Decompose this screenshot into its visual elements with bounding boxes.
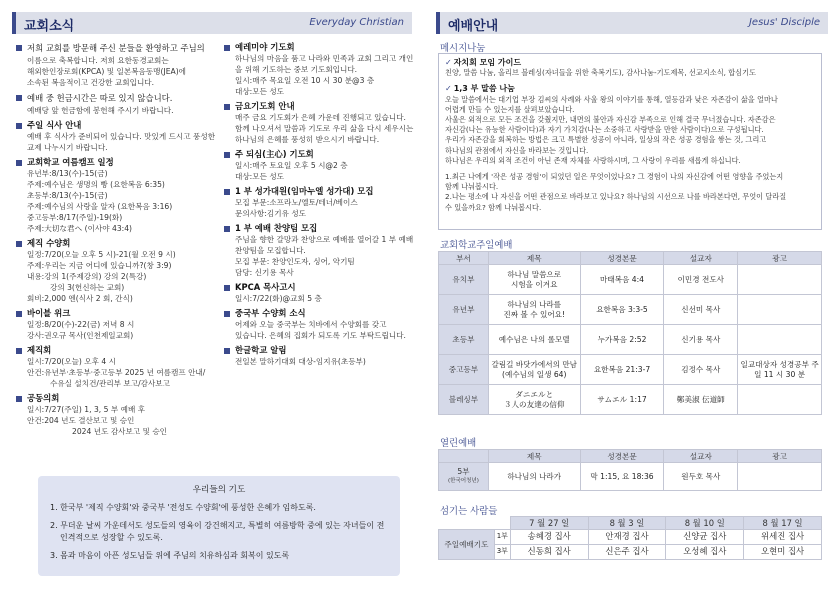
youth-header-cell xyxy=(439,450,489,463)
news-item-line: 유년부:8/13(수)-15(금) xyxy=(27,169,108,178)
message-questions xyxy=(445,172,815,213)
news-item-line: 일정:8/20(수)-22(금) 저녁 8 시 xyxy=(27,320,135,329)
edu-dept-cell: 유치부 xyxy=(439,265,489,295)
news-column-1 xyxy=(16,42,221,441)
news-item-line: 회비:2,000 엔(식사 2 회, 간식) xyxy=(27,294,133,303)
news-item xyxy=(224,42,414,97)
message-paragraph-1: 친양, 말씀 나눔, 올리브 블레싱(자녀들을 위한 축복기도), 감사나눔-기도제목, 선교지소식, 합심기도 xyxy=(445,68,756,78)
news-item-heading: KPCA 목사고시 xyxy=(224,282,414,293)
news-item-line: 있습니다. 은혜의 집회가 되도록 기도 부탁드립니다. xyxy=(235,331,406,340)
news-item-line: 모집 부문: 찬양인도자, 싱어, 악기팀 xyxy=(235,257,355,266)
news-item-line: 어제와 오늘 중국부는 치바에서 수양회를 갖고 xyxy=(235,320,387,329)
bullet-square-icon xyxy=(16,95,22,101)
table-row xyxy=(439,265,822,295)
news-item-heading: 한글학교 알림 xyxy=(224,345,414,356)
news-item-line: 주님을 향한 갈망과 찬양으로 예배를 열어갈 1 부 예배 xyxy=(235,235,414,244)
bullet-square-icon xyxy=(16,311,22,317)
edu-text-cell: 요한복음 3:3-5 xyxy=(580,295,664,325)
edu-dept-cell: 초등부 xyxy=(439,325,489,355)
news-item-line: 일시:7/22(화)@교회 5 층 xyxy=(235,294,322,303)
news-item-line: 초등부:8/13(수)-15(금) xyxy=(27,191,108,200)
youth-dept-cell: 5부 (한국어청년) xyxy=(439,463,489,491)
youth-title-cell: 하나님의 나라가 xyxy=(488,463,580,491)
news-item-heading: 주일 식사 안내 xyxy=(16,120,221,131)
edu-header-cell: 제목 xyxy=(488,252,580,265)
news-item-heading: 금요기도회 안내 xyxy=(224,101,414,112)
question-line: 함께 나눠봅시다. xyxy=(445,182,499,192)
prayer-title: 우리들의 기도 xyxy=(192,485,246,495)
worship-guide-title: 예배안내 xyxy=(448,19,499,34)
news-column-2 xyxy=(224,42,414,371)
news-item-line: 강의 3(헌신하는 교회) xyxy=(50,283,125,292)
edu-dept-cell: 블레싱부 xyxy=(439,385,489,415)
prayer-item: 3. 몸과 마음이 아픈 성도님들 위에 주님의 치유하심과 회복이 있도록 xyxy=(50,551,290,560)
news-item xyxy=(16,42,221,88)
edu-title-cell: 하나님 말씀으로 시험을 이겨요 xyxy=(488,265,580,295)
serve-part-cell: 1부 xyxy=(494,530,510,545)
table-row xyxy=(439,295,822,325)
news-item-line: 주제:우리는 지금 어디에 있습니까?(창 3:9) xyxy=(27,261,172,270)
youth-preacher-cell: 원두호 목사 xyxy=(664,463,738,491)
news-item-line: 주제:大切な君へ (이사야 43:4) xyxy=(27,224,133,233)
serve-section-label: 섬기는 사람들 xyxy=(440,506,498,517)
news-item xyxy=(16,92,221,116)
news-item xyxy=(16,308,221,341)
serve-name-cell: 신은주 집사 xyxy=(588,545,666,560)
edu-preacher-cell: 鄭美淑 伝道師 xyxy=(664,385,738,415)
bullet-square-icon xyxy=(16,160,22,166)
youth-text-cell: 막 1:15, 요 18:36 xyxy=(580,463,664,491)
news-item xyxy=(16,120,221,153)
news-item-heading: 주 되심(主心) 기도회 xyxy=(224,149,414,160)
table-row xyxy=(439,385,822,415)
news-item-heading: 교회학교 여름캠프 일정 xyxy=(16,157,221,168)
news-item xyxy=(224,308,414,341)
worship-guide-header xyxy=(436,12,828,34)
church-news-title: 교회소식 xyxy=(24,19,75,34)
news-item-line: 대상:모든 성도 xyxy=(235,172,284,181)
news-item-line: 담당: 신기용 목사 xyxy=(235,268,294,277)
youth-notice-cell xyxy=(738,463,822,491)
bullet-square-icon xyxy=(16,45,22,51)
edu-title-cell: ダニエルと ３人の友達の信仰 xyxy=(488,385,580,415)
edu-text-cell: サムエル 1:17 xyxy=(580,385,664,415)
news-item-line: 대상:모든 성도 xyxy=(235,87,284,96)
edu-preacher-cell: 김정수 목사 xyxy=(664,355,738,385)
news-item-heading: 제직 수양회 xyxy=(16,238,221,249)
bullet-square-icon xyxy=(224,285,230,291)
serve-date-cell: 8 월 17 일 xyxy=(744,517,822,530)
bullet-square-icon xyxy=(224,189,230,195)
table-row xyxy=(439,355,822,385)
edu-header-cell: 성경본문 xyxy=(580,252,664,265)
edu-worship-table xyxy=(438,251,822,415)
message-box xyxy=(438,53,822,230)
message-line: 어렵게 만들 수 있는지를 살펴보았습니다. xyxy=(445,104,575,114)
edu-preacher-cell: 신선미 목사 xyxy=(664,295,738,325)
bullet-square-icon xyxy=(16,396,22,402)
question-line: 2.나는 평소에 나 자신을 어떤 관점으로 바라보고 있나요? 하나님의 시선으로 나를 바라본다면, 무엇이 달라질 xyxy=(445,192,787,202)
serve-date-cell: 7 월 27 일 xyxy=(510,517,588,530)
youth-header-cell: 성경본문 xyxy=(580,450,664,463)
bullet-square-icon xyxy=(16,123,22,129)
serve-name-cell: 오성혜 집사 xyxy=(666,545,744,560)
message-line: 오늘 말씀에서는 대기업 부장 김씨의 사례와 사울 왕의 이야기를 통해, 열등감과 낮은 자존감이 삶을 얼마나 xyxy=(445,94,778,104)
edu-dept-cell: 유년부 xyxy=(439,295,489,325)
news-item-line: 수유실 설치건/관리부 보고/감사보고 xyxy=(50,379,170,388)
news-item-line: 중고등부:8/17(주일)-19(화) xyxy=(27,213,123,222)
news-item-line: 함께 나오셔서 말씀과 기도로 우리 삶을 다시 세우시는 xyxy=(235,124,414,133)
message-line: 자신감(나는 유능한 사람이다)과 자기 가치감(나는 소중하고 사랑받을 만한 사람이다)으로 구성됩니다. xyxy=(445,125,764,135)
news-item xyxy=(224,223,414,278)
news-item xyxy=(16,238,221,304)
church-news-subtitle: Everyday Christian xyxy=(309,17,404,28)
table-row xyxy=(439,325,822,355)
news-item-heading: 공동의회 xyxy=(16,393,221,404)
news-item xyxy=(16,157,221,234)
edu-text-cell: 요한복음 21:3-7 xyxy=(580,355,664,385)
news-item-line: 일시:7/20(오늘) 오후 4 시 xyxy=(27,357,116,366)
edu-preacher-cell: 신기용 목사 xyxy=(664,325,738,355)
youth-header-cell: 광고 xyxy=(738,450,822,463)
serve-date-cell: 8 월 10 일 xyxy=(666,517,744,530)
news-item xyxy=(224,186,414,219)
news-item xyxy=(224,345,414,367)
edu-preacher-cell: 이민경 전도사 xyxy=(664,265,738,295)
news-item-line: 모집 부문:소프라노/엘토/테너/베이스 xyxy=(235,198,358,207)
news-item-line: 매주 금요 기도회가 은혜 가운데 진행되고 있습니다. xyxy=(235,113,406,122)
check-icon: ✓ xyxy=(445,84,452,94)
worship-guide-subtitle: Jesus' Disciple xyxy=(748,17,820,28)
bullet-square-icon xyxy=(224,152,230,158)
news-item-line: 찬양팀을 모집합니다. xyxy=(235,246,306,255)
bullet-square-icon xyxy=(224,45,230,51)
edu-notice-cell: 일교대상자 성경공부 주일 11 시 30 분 xyxy=(738,355,822,385)
news-item-line: 일시:매주 목요일 오전 10 시 30 분@3 층 xyxy=(235,76,375,85)
bullet-square-icon xyxy=(224,348,230,354)
news-item-heading: 1 부 예배 찬양팀 모집 xyxy=(224,223,414,234)
serve-name-cell: 송혜경 집사 xyxy=(510,530,588,545)
message-section-label: 메시지나눔 xyxy=(440,43,486,54)
news-item-line: 소속된 복음적이고 건강한 교회입니다. xyxy=(27,78,155,87)
bullet-square-icon xyxy=(224,226,230,232)
news-item-line: 안건:유년부·초등부·중고등부 2025 년 여름캠프 안내/ xyxy=(27,368,206,377)
news-item xyxy=(224,149,414,182)
news-item-line: 교제 나누시기 바랍니다. xyxy=(27,143,108,152)
news-item-line: 하나님의 은혜를 풍성히 받으시기 바랍니다. xyxy=(235,135,380,144)
news-item-line: 강사:권오규 목사(인천제일교회) xyxy=(27,331,134,340)
news-item-line: 주제:예수님의 사랑을 알자 (요한복음 3:16) xyxy=(27,202,173,211)
news-item-line: 예배당 앞 헌금함에 봉헌해 주시기 바랍니다. xyxy=(27,106,174,115)
edu-header-cell: 광고 xyxy=(738,252,822,265)
message-line: 하나님은 우리의 외적 조건이 아닌 존재 자체를 사랑하시며, 그 사랑이 우리를 새롭게 하십니다. xyxy=(445,155,741,165)
edu-title-cell: 예수님은 나의 롤모델 xyxy=(488,325,580,355)
edu-header-cell: 부서 xyxy=(439,252,489,265)
prayer-item: 1. 한국부 '제직 수양회'와 중국부 '전성도 수양회'에 풍성한 은혜가 임하도록. xyxy=(50,503,316,512)
news-item xyxy=(224,101,414,145)
bullet-square-icon xyxy=(224,311,230,317)
prayer-box xyxy=(38,476,400,576)
message-heading-1: ✓ 자치회 모임 가이드 xyxy=(445,58,522,67)
serve-name-cell: 위세진 집사 xyxy=(744,530,822,545)
news-item-heading: 예배 중 헌금시간은 따로 있지 않습니다. xyxy=(16,92,221,105)
serve-name-cell: 신양균 집사 xyxy=(666,530,744,545)
news-item-line: 2024 년도 감사보고 및 승인 xyxy=(72,427,167,436)
serve-part-cell: 3부 xyxy=(494,545,510,560)
question-line: 수 있을까요? 함께 나눠봅시다. xyxy=(445,202,542,212)
news-item-line: 문의사항:김기유 성도 xyxy=(235,209,306,218)
message-line: 우리가 자존감을 회복하는 방법은 크고 특별한 성공이 아니라, 일상의 작은 성공 경험을 쌓는 것, 그리고 xyxy=(445,135,767,145)
news-item-line: 을 위해 기도하는 중보 기도회입니다. xyxy=(235,65,358,74)
message-line: 사울은 외적으로 모든 조건을 갖췄지만, 내면의 불안과 자신감 부족으로 인해 결국 무너졌습니다. 자존감은 xyxy=(445,115,776,125)
message-heading-2: ✓ 1,3 부 말씀 나눔 xyxy=(445,84,515,94)
question-line: 1.최근 나에게 '작은 성공 경험'이 되었던 일은 무엇이었나요? 그 경험이 나의 자신감에 어떤 영향을 주었는지 xyxy=(445,172,784,182)
edu-notice-cell xyxy=(738,385,822,415)
news-item xyxy=(16,345,221,389)
serve-date-cell: 8 월 3 일 xyxy=(588,517,666,530)
bullet-square-icon xyxy=(224,104,230,110)
serve-name-cell: 신동희 집사 xyxy=(510,545,588,560)
message-line: 하나님의 관점에서 자신을 바라보는 것입니다. xyxy=(445,145,589,155)
news-item-line: 전일본 말하기대회 대상-임지유(초등부) xyxy=(235,357,366,366)
news-item-heading: 1 부 성가대원(임마누엘 성가대) 모집 xyxy=(224,186,414,197)
serve-name-cell: 안재경 집사 xyxy=(588,530,666,545)
news-item-heading: 저희 교회를 방문해 주신 분들을 환영하고 주님의 xyxy=(16,42,221,55)
news-item-line: 일정:7/20(오늘 오후 5 시)-21(월 오전 9 시) xyxy=(27,250,176,259)
edu-text-cell: 마태복음 4:4 xyxy=(580,265,664,295)
serve-name-cell: 오현미 집사 xyxy=(744,545,822,560)
news-item-line: 해외한인장로회(KPCA) 및 일본복음동맹(JEA)에 xyxy=(27,67,186,76)
news-item-line: 안건:204 년도 결산보고 및 승인 xyxy=(27,416,135,425)
news-item-line: 하나님의 마음을 품고 나라와 민족과 교회 그리고 개인 xyxy=(235,54,414,63)
edu-notice-cell xyxy=(738,295,822,325)
prayer-list xyxy=(50,502,388,562)
open-worship-table xyxy=(438,449,822,491)
news-item-heading: 중국부 수양회 소식 xyxy=(224,308,414,319)
youth-section-label: 열린예배 xyxy=(440,438,477,449)
edu-title-cell: 하나님의 나라를 진짜 볼 수 있어요! xyxy=(488,295,580,325)
table-row xyxy=(439,545,822,560)
news-item-line: 이름으로 축복합니다. 저희 요한동경교회는 xyxy=(27,56,169,65)
edu-dept-cell: 중고등부 xyxy=(439,355,489,385)
news-item-heading: 제직회 xyxy=(16,345,221,356)
edu-text-cell: 누가복음 2:52 xyxy=(580,325,664,355)
youth-header-cell: 제목 xyxy=(488,450,580,463)
check-icon: ✓ xyxy=(445,58,452,67)
news-item xyxy=(224,282,414,304)
prayer-item: 2. 무더운 날씨 가운데서도 성도들의 영육이 강건해지고, 특별히 여름방학 중에 있는 자녀들이 전인격적으로 성장할 수 있도록. xyxy=(50,521,385,542)
serve-group-cell: 주일예배기도 xyxy=(439,530,495,560)
church-news-header xyxy=(12,12,412,34)
edu-title-cell: 갈림길 바닷가에서의 만남 (예수님의 일생 64) xyxy=(488,355,580,385)
edu-section-label: 교회학교주일예배 xyxy=(440,240,513,251)
servers-table xyxy=(438,516,822,560)
bullet-square-icon xyxy=(16,348,22,354)
news-item-line: 내용:강의 1(주제강의) 강의 2(특강) xyxy=(27,272,147,281)
news-item-heading: 예레미야 기도회 xyxy=(224,42,414,53)
edu-header-cell: 설교자 xyxy=(664,252,738,265)
edu-notice-cell xyxy=(738,325,822,355)
news-item-line: 예배 후 식사가 준비되어 있습니다. 맛있게 드시고 풍성한 xyxy=(27,132,216,141)
edu-notice-cell xyxy=(738,265,822,295)
youth-header-cell: 설교자 xyxy=(664,450,738,463)
news-item-line: 일시:매주 토요일 오후 5 시@2 층 xyxy=(235,161,348,170)
news-item xyxy=(16,393,221,437)
table-row xyxy=(439,530,822,545)
message-paragraph-2 xyxy=(445,95,815,166)
bullet-square-icon xyxy=(16,241,22,247)
news-item-line: 주제:예수님은 생명의 빵 (요한복음 6:35) xyxy=(27,180,165,189)
news-item-line: 일시:7/27(주일) 1, 3, 5 부 예배 후 xyxy=(27,405,146,414)
news-item-heading: 바이블 위크 xyxy=(16,308,221,319)
